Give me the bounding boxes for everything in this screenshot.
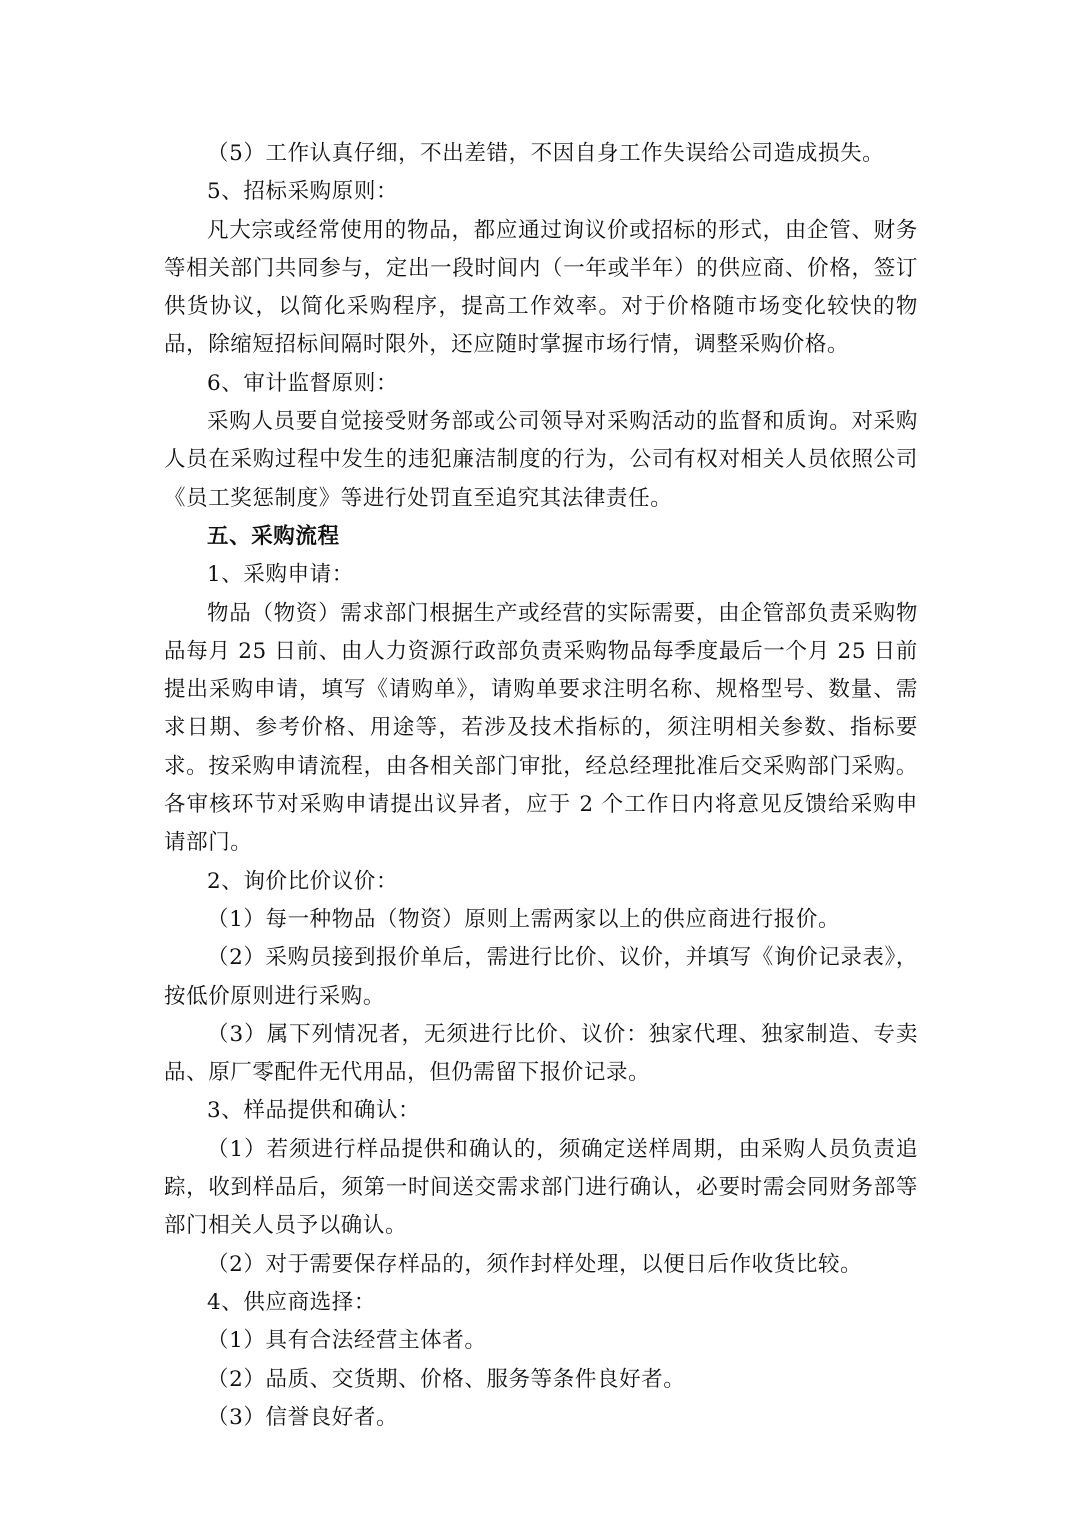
list-item-price-inquiry-2: （2）采购员接到报价单后，需进行比价、议价，并填写《询价记录表》，按低价原则进行采购。: [164, 945, 918, 1009]
list-item-sample-1: （1）若须进行样品提供和确认的，须确定送样周期，由采购人员负责追踪，收到样品后，须第一时间送交需求部门进行确认，必要时需会同财务部等部门相关人员予以确认。: [164, 1136, 918, 1239]
section-heading-price-inquiry: 2、询价比价议价：: [207, 868, 399, 894]
list-item-supplier-3: （3）信誉良好者。: [207, 1404, 399, 1430]
paragraph-item-5-careful-work: （5）工作认真仔细，不出差错，不因自身工作失误给公司造成损失。: [207, 141, 885, 166]
list-item-price-inquiry-3: （3）属下列情况者，无须进行比价、议价：独家代理、独家制造、专卖品、原厂零配件无代用品，但仍需留下报价记录。: [164, 1021, 918, 1086]
section-heading-sample-confirmation: 3、样品提供和确认：: [207, 1098, 421, 1124]
paragraph-audit-principle: 采购人员要自觉接受财务部或公司领导对采购活动的监督和质询。对采购人员在采购过程中发生的违犯廉洁制度的行为，公司有权对相关人员依照公司《员工奖惩制度》等进行处罚直至追究其法律责任。: [164, 409, 918, 511]
section-heading-supplier-selection: 4、供应商选择：: [207, 1289, 376, 1315]
list-item-price-inquiry-1: （1）每一种物品（物资）原则上需两家以上的供应商进行报价。: [207, 906, 841, 932]
list-item-supplier-2: （2）品质、交货期、价格、服务等条件良好者。: [207, 1366, 686, 1392]
paragraph-bidding-principle: 凡大宗或经常使用的物品，都应通过询议价或招标的形式，由企管、财务等相关部门共同参与，定出一段时间内（一年或半年）的供应商、价格，签订供货协议，以简化采购程序，提高工作效率。对于价格随市场变化较快的物品，除缩短招标间隔时限外，还应随时掌握市场行情，调整采购价格。: [164, 217, 918, 358]
list-item-sample-2: （2）对于需要保存样品的，须作封样处理，以便日后作收货比较。: [207, 1251, 863, 1277]
chapter-heading-procurement-process: 五、采购流程: [207, 523, 340, 549]
document-body: [164, 135, 918, 1437]
section-heading-bidding-principle: 5、招标采购原则：: [207, 179, 399, 205]
section-heading-audit-principle: 6、审计监督原则：: [207, 370, 399, 396]
paragraph-purchase-request: 物品（物资）需求部门根据生产或经营的实际需要，由企管部负责采购物品每月 25 日前、由人力资源行政部负责采购物品每季度最后一个月 25 日前提出采购申请，填写《请购单》，请购单要求注明名称、规格型号、数量、需求日期、参考价格、用途等，若涉及技术指标的，须注明相关参数、指标要求。按采购申请流程，由各相关部门审批，经总经理批准后交采购部门采购。各审核环节对采购申请提出议异者，应于 2 个工作日内将意见反馈给采购申请部门。: [164, 600, 918, 856]
list-item-supplier-1: （1）具有合法经营主体者。: [207, 1328, 487, 1354]
section-heading-purchase-request: 1、采购申请：: [207, 562, 354, 588]
